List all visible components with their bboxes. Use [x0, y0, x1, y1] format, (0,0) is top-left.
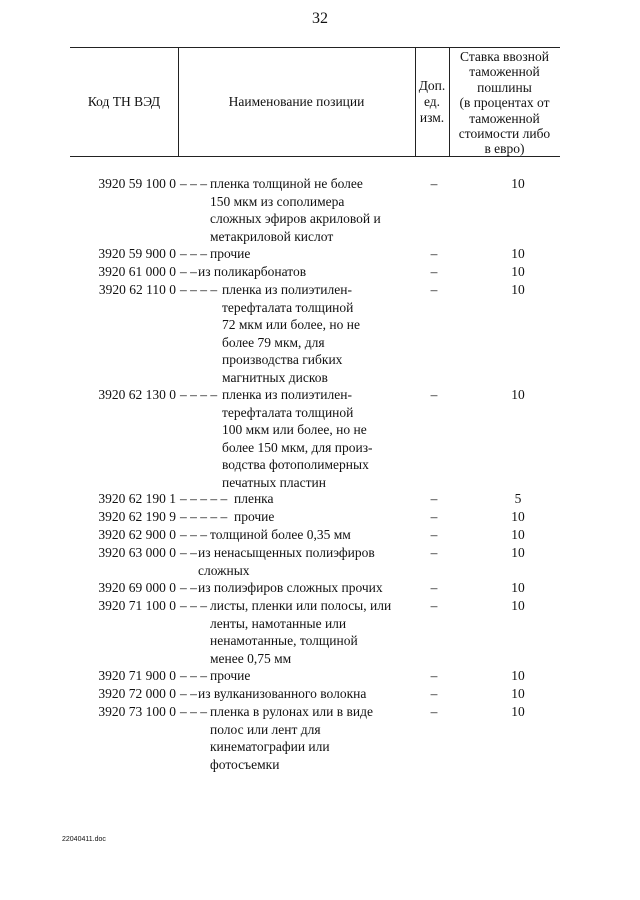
duty-rate: 10 [511, 176, 525, 191]
tn-ved-code: 3920 71 100 0 [98, 598, 176, 613]
position-name-line: магнитных дисков [222, 369, 328, 385]
header-unit: Доп. ед. изм. [418, 78, 446, 125]
position-name-line: 72 мкм или более, но не [222, 317, 360, 332]
position-name-line: пленка [234, 491, 274, 506]
level-dashes: – – – [180, 704, 207, 719]
duty-rate: 10 [511, 580, 525, 595]
tn-ved-code: 3920 63 000 0 [98, 545, 176, 560]
position-name-line: терефталата толщиной [222, 299, 354, 315]
position-name [210, 245, 412, 263]
level-dashes: – – [180, 686, 197, 701]
level-dashes: – – – – – [180, 491, 228, 506]
additional-unit: – [430, 704, 438, 719]
position-name [210, 703, 412, 773]
tn-ved-code: 3920 62 190 1 [98, 491, 176, 506]
position-name-line: полос или лент для [210, 721, 321, 737]
position-name [210, 597, 412, 667]
tn-ved-code: 3920 73 100 0 [98, 704, 176, 719]
page-number: 32 [312, 10, 328, 27]
position-name-line: листы, пленки или полосы, или [210, 598, 392, 613]
additional-unit: – [430, 509, 438, 524]
position-name [198, 685, 412, 703]
position-name-line: более 150 мкм, для произ- [222, 439, 373, 455]
header-top-rule [70, 47, 560, 48]
position-name [210, 667, 412, 685]
duty-rate: 10 [511, 527, 525, 542]
position-name-line: более 79 мкм, для [222, 334, 325, 350]
position-name-line: кинематографии или [210, 739, 330, 754]
position-name-line: 150 мкм из сополимера [210, 193, 345, 209]
level-dashes: – – – [180, 527, 207, 542]
tn-ved-code: 3920 62 190 9 [98, 509, 176, 524]
duty-rate: 10 [511, 282, 525, 297]
additional-unit: – [430, 545, 438, 560]
tn-ved-code: 3920 71 900 0 [98, 668, 176, 683]
position-name-line: сложных [198, 562, 250, 578]
position-name-line: пленка толщиной не более [210, 176, 363, 191]
tn-ved-code: 3920 62 900 0 [98, 527, 176, 542]
header-code: Код ТН ВЭД [87, 94, 161, 109]
level-dashes: – – – – [180, 387, 218, 402]
additional-unit: – [430, 387, 438, 402]
position-name-line: пленка из полиэтилен- [222, 387, 352, 402]
tn-ved-code: 3920 72 000 0 [98, 686, 176, 701]
position-name [210, 526, 412, 544]
position-name-line: прочие [210, 668, 251, 683]
position-name-line: из вулканизованного волокна [198, 686, 367, 701]
level-dashes: – – [180, 545, 197, 560]
level-dashes: – – – – [180, 282, 218, 297]
position-name-line: водства фотополимерных [222, 457, 369, 472]
duty-rate: 10 [511, 686, 525, 701]
duty-rate: 10 [511, 704, 525, 719]
header-name: Наименование позиции [228, 94, 365, 109]
level-dashes: – – – [180, 598, 207, 613]
position-name-line: сложных эфиров акриловой и [210, 211, 381, 226]
level-dashes: – – [180, 264, 197, 279]
additional-unit: – [430, 176, 438, 191]
position-name [198, 544, 412, 579]
position-name-line: терефталата толщиной [222, 404, 354, 420]
position-name-line: менее 0,75 мм [210, 650, 292, 666]
level-dashes: – – – [180, 176, 207, 191]
tn-ved-code: 3920 62 110 0 [98, 282, 176, 297]
additional-unit: – [430, 686, 438, 701]
position-name-line: пленка в рулонах или в виде [210, 704, 373, 719]
position-name-line: из ненасыщенных полиэфиров [198, 545, 375, 560]
level-dashes: – – [180, 580, 197, 595]
header-rate: Ставка ввозной таможенной пошлины (в процентах от таможенной стоимости либо в евро) [458, 49, 551, 157]
position-name [198, 579, 412, 597]
tn-ved-code: 3920 61 000 0 [98, 264, 176, 279]
position-name-line: производства гибких [222, 352, 343, 367]
position-name [222, 281, 412, 386]
additional-unit: – [430, 264, 438, 279]
additional-unit: – [430, 598, 438, 613]
position-name-line: прочие [234, 509, 275, 524]
tn-ved-code: 3920 69 000 0 [98, 580, 176, 595]
position-name-line: фотосъемки [210, 756, 280, 772]
duty-rate: 10 [511, 246, 525, 261]
additional-unit: – [430, 491, 438, 506]
position-name-line: ненамотанные, толщиной [210, 633, 358, 648]
level-dashes: – – – [180, 246, 207, 261]
additional-unit: – [430, 668, 438, 683]
position-name [234, 508, 412, 526]
position-name [210, 175, 412, 245]
additional-unit: – [430, 580, 438, 595]
position-name-line: прочие [210, 246, 251, 261]
tn-ved-code: 3920 59 900 0 [98, 246, 176, 261]
additional-unit: – [430, 282, 438, 297]
position-name [198, 263, 412, 281]
position-name-line: из поликарбонатов [198, 264, 307, 279]
position-name [234, 490, 412, 508]
duty-rate: 10 [511, 598, 525, 613]
position-name-line: из полиэфиров сложных прочих [198, 580, 383, 595]
position-name-line: метакриловой кислот [210, 228, 334, 244]
duty-rate: 10 [511, 264, 525, 279]
additional-unit: – [430, 527, 438, 542]
duty-rate: 10 [511, 668, 525, 683]
position-name [222, 386, 412, 491]
position-name-line: печатных пластин [222, 474, 326, 490]
duty-rate: 5 [514, 491, 522, 506]
tn-ved-code: 3920 62 130 0 [98, 387, 176, 402]
tn-ved-code: 3920 59 100 0 [98, 176, 176, 191]
footer-filename: 22040411.doc [62, 836, 106, 843]
position-name-line: 100 мкм или более, но не [222, 422, 367, 437]
duty-rate: 10 [511, 387, 525, 402]
position-name-line: пленка из полиэтилен- [222, 282, 352, 297]
additional-unit: – [430, 246, 438, 261]
position-name-line: ленты, намотанные или [210, 615, 347, 631]
position-name-line: толщиной более 0,35 мм [210, 527, 351, 542]
duty-rate: 10 [511, 545, 525, 560]
level-dashes: – – – [180, 668, 207, 683]
level-dashes: – – – – – [180, 509, 228, 524]
duty-rate: 10 [511, 509, 525, 524]
